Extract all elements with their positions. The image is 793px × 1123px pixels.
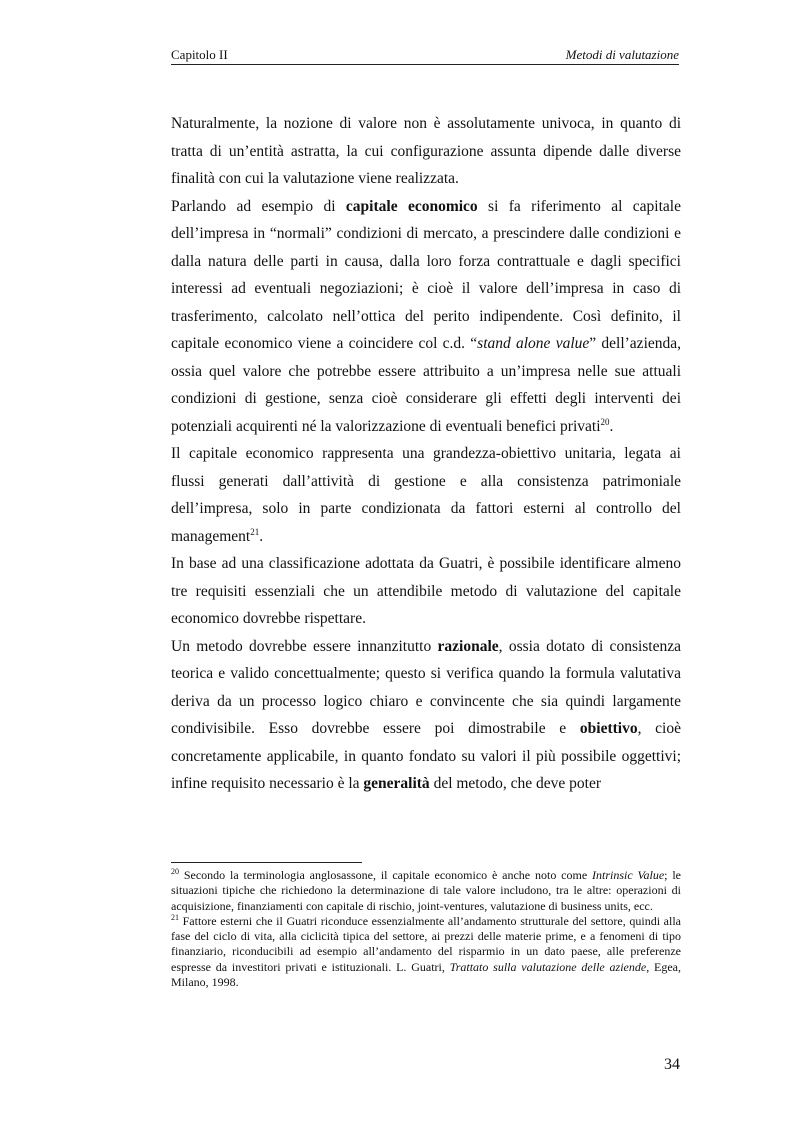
paragraph-4: In base ad una classificazione adottata da Guatri, è possibile identificare almeno tre requisiti essenziali che un attendibile metodo di valutazione del capitale economico dovrebbe rispettare.	[171, 555, 681, 627]
footnote-ref-20: 20	[600, 416, 610, 427]
footnote-number: 20	[171, 867, 179, 876]
bold-term-generalita: generalità	[363, 775, 430, 792]
text-span: , ossia dotato di consistenza teorica e valido concettualmente; questo si verifica quando la formula valutativa deriva da un processo logico chiaro e convincente che sia quindi largamente condivisibile. Esso dovrebbe essere poi dimostrabile e	[171, 637, 682, 737]
text-span: ; le situazioni tipiche che richiedono la determinazione di tale valore includono, tra le altre: operazioni di acquisizione, finanziamenti con capitale di rischio, joint-ventures, valutazione di business units, ecc.	[171, 868, 682, 913]
italic-term-stand-alone-value: stand alone value	[477, 335, 590, 352]
text-span: .	[609, 417, 614, 435]
text-span: Un metodo dovrebbe essere innanzitutto	[171, 637, 438, 655]
text-span: , Egea, Milano, 1998.	[171, 959, 682, 990]
paragraph-2	[171, 193, 681, 441]
section-title: Metodi di valutazione	[565, 47, 679, 62]
text-span: ” dell’azienda, ossia quel valore che potrebbe essere attribuito a un’impresa nelle sue attuali condizioni di gestione, senza cioè considerare gli effetti degli interventi dei potenziali acquirenti né la valorizzazione di eventuali benefici privati	[171, 335, 682, 435]
footnote-number: 21	[171, 912, 179, 922]
text-span: si fa riferimento al capitale dell’impresa in “normali” condizioni di mercato, a prescindere dalle condizioni e dalla natura delle parti in causa, dalla loro forza contrattuale e dagli specifici interessi ad eventuali negoziazioni; è cioè il valore dell’impresa in caso di trasferimento, calcolato nell’ottica del perito indipendente. Così definito, il capitale economico viene a coincidere col c.d. “	[171, 197, 681, 352]
footnote-ref-21: 21	[250, 526, 260, 537]
running-header	[171, 48, 679, 65]
paragraph-5	[171, 633, 681, 798]
italic-book-title: Trattato sulla valutazione delle aziende	[449, 959, 647, 974]
text-span: Il capitale economico rappresenta una grandezza-obiettivo unitaria, legata ai flussi generati dall’attività di gestione e alla consistenza patrimoniale dell’impresa, solo in parte condizionata da fattori esterni al controllo del management	[171, 445, 681, 545]
text-span: , cioè concretamente applicabile, in quanto fondato su valori il più possibile oggettivi; infine requisito necessario è la	[171, 720, 681, 792]
bold-term-capitale-economico: capitale economico	[345, 197, 478, 215]
text-span: Fattore esterni che il Guatri riconduce essenzialmente all’andamento strutturale del settore, quindi alla fase del ciclo di vita, alla ciclicità tipica del settore, ai prezzi delle materie prime, e a fenomeni di tipo finanziario, riconducibili ad esempio all’andamento del risparmio in un dato paese, alle preferenze espresse da investitori privati e istituzionali. L. Guatri,	[171, 913, 681, 974]
chapter-label: Capitolo II	[171, 47, 228, 62]
text-span: Secondo la terminologia anglosassone, il capitale economico è anche noto come	[179, 868, 592, 882]
footnote-21	[171, 914, 681, 990]
bold-term-razionale: razionale	[437, 637, 499, 655]
text-span: del metodo, che deve poter	[429, 775, 601, 792]
body-text	[171, 110, 681, 798]
footnote-20	[171, 868, 681, 914]
paragraph-3	[171, 440, 681, 550]
italic-term-intrinsic-value: Intrinsic Value	[592, 868, 665, 882]
text-span: .	[259, 527, 264, 545]
bold-term-obiettivo: obiettivo	[579, 720, 638, 737]
footnote-divider	[171, 862, 362, 863]
text-span: Parlando ad esempio di	[171, 197, 346, 215]
paragraph-1: Naturalmente, la nozione di valore non è assolutamente univoca, in quanto di tratta di un’entità astratta, la cui configurazione assunta dipende dalle diverse finalità con cui la valutazione viene realizzata.	[171, 115, 681, 187]
footnotes	[171, 868, 681, 990]
page-number: 34	[664, 1056, 680, 1073]
